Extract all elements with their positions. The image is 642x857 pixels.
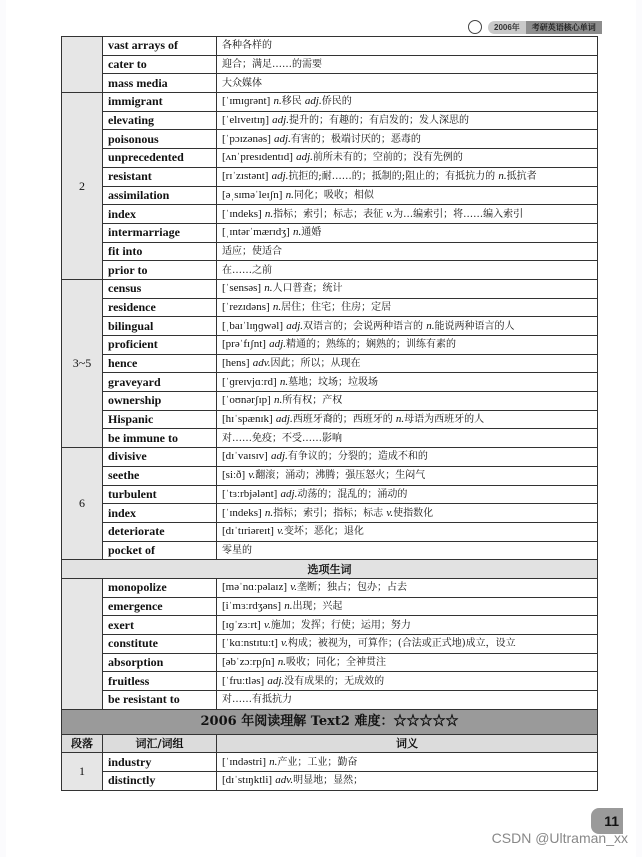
- vocab-definition: [217, 279, 598, 298]
- meaning-text: 构成；被视为，可算作；(合法或正式地)成立，设立: [287, 638, 516, 650]
- column-header-meaning: 词义: [217, 734, 598, 753]
- meaning-text: 抵抗者: [506, 171, 537, 183]
- part-of-speech: adj.: [274, 132, 291, 145]
- table-row: [62, 111, 598, 130]
- phonetic: [ˈrezɪdəns]: [222, 300, 270, 313]
- phonetic: [hens]: [222, 357, 250, 370]
- table-row: [62, 504, 598, 523]
- part-of-speech: adj.: [280, 487, 298, 500]
- phonetic: [siːð]: [222, 469, 246, 482]
- table-row: [62, 597, 598, 616]
- text-title-row: [62, 709, 598, 734]
- part-of-speech: n.: [277, 656, 286, 669]
- vocab-definition: [217, 578, 598, 597]
- phonetic: [hɪˈspænɪk]: [222, 413, 273, 426]
- table-row: [62, 522, 598, 541]
- meaning-text: 抗拒的;耐……的；抵制的;阻止的；有抵抗力的: [288, 171, 499, 183]
- phonetic: [ˌɪntərˈmærɪdʒ]: [222, 226, 290, 239]
- phonetic: [əbˈzɔːrpʃn]: [222, 656, 275, 669]
- vocab-word: cater to: [103, 55, 217, 74]
- phonetic: [ˈelɪveɪtɪŋ]: [222, 114, 269, 127]
- phonetic: [ˈfruːtləs]: [222, 674, 265, 687]
- part-of-speech: v.: [264, 618, 271, 631]
- table-row: [62, 429, 598, 448]
- table-row: [62, 130, 598, 149]
- table-row: [62, 149, 598, 168]
- vocab-definition: [217, 772, 598, 791]
- phonetic: [ˈɪndeks]: [222, 207, 262, 220]
- table-row: [62, 653, 598, 672]
- meaning-text: 翻滚；涌动；沸腾；强压怒火；生闷气: [255, 470, 426, 482]
- table-row: [62, 223, 598, 242]
- part-of-speech: n.: [285, 188, 294, 201]
- vocab-word: absorption: [103, 653, 217, 672]
- running-head: [468, 20, 602, 34]
- part-of-speech: v.: [290, 581, 298, 594]
- part-of-speech: n.: [264, 207, 274, 220]
- meaning-text: 使指数化: [393, 507, 434, 519]
- vocab-definition: [217, 392, 598, 411]
- vocab-word: graveyard: [103, 373, 217, 392]
- meaning-text: 能说两种语言的人: [434, 320, 515, 332]
- column-header-para: 段落: [62, 734, 103, 753]
- part-of-speech: n.: [284, 599, 293, 612]
- vocab-definition: [217, 485, 598, 504]
- paragraph-number: 2: [62, 93, 103, 280]
- section-title: 选项生词: [62, 560, 598, 579]
- vocab-word: resistant: [103, 167, 217, 186]
- meaning-text: 出现；兴起: [292, 600, 343, 612]
- vocab-word: be immune to: [103, 429, 217, 448]
- page-number: 11: [591, 808, 623, 834]
- vocab-definition: [217, 448, 598, 467]
- table-row: [62, 392, 598, 411]
- book-logo-icon: [468, 20, 482, 34]
- meaning-text: 因此；所以；从现在: [270, 358, 361, 370]
- table-row: [62, 772, 598, 791]
- vocab-word: immigrant: [103, 93, 217, 112]
- meaning-text: 移民: [281, 96, 305, 108]
- vocab-word: fit into: [103, 242, 217, 261]
- meaning-text: 产业；工业；勤奋: [277, 756, 358, 768]
- meaning-text: 垄断；独占；包办；占去: [297, 582, 408, 594]
- table-row: [62, 37, 598, 56]
- meaning-text: 对……有抵抗力: [222, 694, 292, 706]
- meaning-text: 提升的；有趣的；有启发的；发人深思的: [288, 115, 469, 127]
- vocab-definition: [217, 753, 598, 772]
- phonetic: [ˈɡreɪvjɑːrd]: [222, 375, 277, 388]
- vocab-word: vast arrays of: [103, 37, 217, 56]
- section-header-row: [62, 560, 598, 579]
- vocab-definition: [217, 635, 598, 654]
- table-row: [62, 55, 598, 74]
- table-row: [62, 167, 598, 186]
- vocab-word: constitute: [103, 635, 217, 654]
- meaning-text: 居住；住宅；住房；定居: [281, 301, 392, 313]
- part-of-speech: adj.: [271, 170, 289, 183]
- vocab-word: elevating: [103, 111, 217, 130]
- running-head-year: 2006年: [488, 21, 526, 34]
- part-of-speech: n.: [264, 282, 273, 295]
- meaning-text: 施加；发挥；行使；运用；努力: [270, 619, 411, 631]
- meaning-text: 迎合；满足……的需要: [222, 59, 322, 71]
- part-of-speech: n.: [426, 319, 435, 332]
- part-of-speech: adv.: [252, 357, 271, 370]
- phonetic: [rɪˈzɪstənt]: [222, 170, 269, 183]
- meaning-text: 各种各样的: [222, 40, 272, 52]
- vocab-definition: [217, 466, 598, 485]
- vocab-word: poisonous: [103, 130, 217, 149]
- vocab-definition: [217, 55, 598, 74]
- meaning-text: 没有成果的；无成效的: [284, 675, 385, 687]
- part-of-speech: adv.: [275, 774, 294, 787]
- phonetic: [dɪˈvaɪsɪv]: [222, 450, 268, 463]
- table-row: [62, 242, 598, 261]
- part-of-speech: adj.: [304, 95, 322, 108]
- vocab-word: seethe: [103, 466, 217, 485]
- table-row: [62, 635, 598, 654]
- part-of-speech: adj.: [296, 151, 313, 164]
- part-of-speech: n.: [498, 170, 507, 183]
- vocab-definition: [217, 373, 598, 392]
- vocab-word: turbulent: [103, 485, 217, 504]
- phonetic: [ˌbaɪˈlɪŋɡwəl]: [222, 319, 284, 332]
- vocab-word: ownership: [103, 392, 217, 411]
- vocab-definition: [217, 616, 598, 635]
- part-of-speech: adj.: [267, 674, 285, 687]
- vocab-definition: [217, 261, 598, 280]
- document-page: [6, 0, 636, 857]
- meaning-text: 有害的；极端讨厌的；恶毒的: [290, 133, 421, 145]
- vocab-definition: [217, 298, 598, 317]
- part-of-speech: n.: [264, 506, 274, 519]
- table-row: [62, 354, 598, 373]
- meaning-text: 精通的；熟练的；娴熟的；训练有素的: [285, 339, 456, 351]
- meaning-text: 人口普查；统计: [272, 283, 343, 295]
- table-row: [62, 279, 598, 298]
- table-row: [62, 616, 598, 635]
- phonetic: [ʌnˈpresɪdentɪd]: [222, 151, 293, 164]
- meaning-text: 前所未有的；空前的；没有先例的: [312, 152, 463, 164]
- phonetic: [iˈmɜːrdʒəns]: [222, 599, 281, 612]
- vocab-word: divisive: [103, 448, 217, 467]
- vocab-definition: [217, 691, 598, 710]
- vocab-definition: [217, 522, 598, 541]
- vocab-word: Hispanic: [103, 410, 217, 429]
- part-of-speech: v.: [277, 525, 284, 538]
- table-row: [62, 691, 598, 710]
- vocab-word: census: [103, 279, 217, 298]
- vocab-word: mass media: [103, 74, 217, 93]
- meaning-text: 为…编索引；将……编入索引: [393, 208, 524, 220]
- vocab-word: proficient: [103, 336, 217, 355]
- vocab-definition: [217, 37, 598, 56]
- table-row: [62, 93, 598, 112]
- vocab-word: index: [103, 205, 217, 224]
- text-title: 2006 年阅读理解 Text2 难度：☆☆☆☆☆: [62, 709, 598, 734]
- vocab-word: bilingual: [103, 317, 217, 336]
- vocab-word: residence: [103, 298, 217, 317]
- vocab-definition: [217, 167, 598, 186]
- vocab-definition: [217, 242, 598, 261]
- meaning-text: 零星的: [222, 544, 252, 556]
- vocab-word: distinctly: [103, 772, 217, 791]
- phonetic: [ˈpɔɪzənəs]: [222, 132, 271, 145]
- vocab-word: fruitless: [103, 672, 217, 691]
- table-row: [62, 373, 598, 392]
- part-of-speech: n.: [273, 394, 283, 407]
- vocab-word: index: [103, 504, 217, 523]
- paragraph-number: 1: [62, 753, 103, 790]
- phonetic: [ˈkɑːnstɪtuːt]: [222, 637, 278, 650]
- meaning-text: 同化；吸收；相似: [293, 189, 374, 201]
- part-of-speech: v.: [281, 637, 288, 650]
- vocab-word: industry: [103, 753, 217, 772]
- running-head-title: 考研英语核心单词: [526, 21, 602, 34]
- meaning-text: 所有权；产权: [282, 395, 343, 407]
- vocab-word: unprecedented: [103, 149, 217, 168]
- meaning-text: 侨民的: [321, 96, 352, 108]
- meaning-text: 有争议的；分裂的；造成不和的: [287, 451, 428, 463]
- paragraph-number: [62, 578, 103, 709]
- table-row: [62, 336, 598, 355]
- vocab-definition: [217, 541, 598, 560]
- part-of-speech: n.: [272, 300, 282, 313]
- vocabulary-table: [61, 36, 598, 791]
- part-of-speech: v.: [386, 506, 394, 519]
- table-row: [62, 485, 598, 504]
- vocab-definition: [217, 410, 598, 429]
- table-row: [62, 298, 598, 317]
- vocab-definition: [217, 205, 598, 224]
- meaning-text: 变坏；恶化；退化: [283, 526, 364, 538]
- vocab-definition: [217, 186, 598, 205]
- table-row: [62, 448, 598, 467]
- part-of-speech: n.: [279, 375, 289, 388]
- meaning-text: 双语言的；会说两种语言的: [303, 320, 427, 332]
- vocab-word: assimilation: [103, 186, 217, 205]
- column-header-row: [62, 734, 598, 753]
- table-row: [62, 753, 598, 772]
- vocab-definition: [217, 130, 598, 149]
- vocab-definition: [217, 74, 598, 93]
- phonetic: [dɪˈstɪŋktli]: [222, 774, 273, 787]
- vocab-definition: [217, 504, 598, 523]
- table-row: [62, 317, 598, 336]
- meaning-text: 明显地；显然；: [293, 775, 364, 787]
- meaning-text: 墓地；坟场；垃圾场: [288, 376, 379, 388]
- phonetic: [ˈɪmɪɡrənt]: [222, 95, 271, 108]
- part-of-speech: n.: [395, 413, 405, 426]
- vocab-definition: [217, 149, 598, 168]
- phonetic: [ˈɪndəstri]: [222, 755, 266, 768]
- table-row: [62, 578, 598, 597]
- vocab-word: prior to: [103, 261, 217, 280]
- vocab-word: deteriorate: [103, 522, 217, 541]
- watermark: CSDN @Ultraman_xx: [491, 830, 628, 846]
- table-row: [62, 672, 598, 691]
- meaning-text: 西班牙裔的；西班牙的: [292, 414, 396, 426]
- meaning-text: 大众媒体: [222, 77, 262, 89]
- table-row: [62, 74, 598, 93]
- meaning-text: 母语为西班牙的人: [404, 414, 485, 426]
- vocab-definition: [217, 223, 598, 242]
- meaning-text: 对……免疫；不受……影响: [222, 432, 342, 444]
- vocab-definition: [217, 354, 598, 373]
- phonetic: [ˈtɜːrbjələnt]: [222, 487, 278, 500]
- phonetic: [ɪɡˈzɜːrt]: [222, 618, 261, 631]
- vocab-definition: [217, 336, 598, 355]
- vocab-definition: [217, 597, 598, 616]
- meaning-text: 吸收；同化；全神贯注: [285, 657, 386, 669]
- column-header-word: 词汇/词组: [103, 734, 217, 753]
- table-row: [62, 541, 598, 560]
- vocab-word: pocket of: [103, 541, 217, 560]
- meaning-text: 在……之前: [222, 264, 272, 276]
- paragraph-number: 6: [62, 448, 103, 560]
- meaning-text: 通婚: [301, 227, 322, 239]
- table-row: [62, 410, 598, 429]
- vocab-word: be resistant to: [103, 691, 217, 710]
- table-row: [62, 261, 598, 280]
- part-of-speech: v.: [248, 469, 256, 482]
- phonetic: [ˈsensəs]: [222, 282, 262, 295]
- vocab-word: monopolize: [103, 578, 217, 597]
- vocab-word: hence: [103, 354, 217, 373]
- vocab-definition: [217, 672, 598, 691]
- meaning-text: 动荡的；混乱的；涌动的: [297, 488, 408, 500]
- part-of-speech: adj.: [275, 413, 293, 426]
- phonetic: [məˈnɑːpəlaɪz]: [222, 581, 287, 594]
- table-row: [62, 205, 598, 224]
- phonetic: [prəˈfɪʃnt]: [222, 338, 266, 351]
- part-of-speech: adj.: [272, 114, 289, 127]
- phonetic: [dɪˈtɪriəreɪt]: [222, 525, 274, 538]
- part-of-speech: n.: [273, 95, 282, 108]
- part-of-speech: n.: [269, 755, 278, 768]
- part-of-speech: adj.: [271, 450, 288, 463]
- vocab-word: intermarriage: [103, 223, 217, 242]
- meaning-text: 指标；索引；指标；标志: [273, 507, 387, 519]
- vocab-definition: [217, 429, 598, 448]
- part-of-speech: v.: [386, 207, 394, 220]
- table-row: [62, 466, 598, 485]
- paragraph-number: [62, 37, 103, 93]
- part-of-speech: n.: [293, 226, 302, 239]
- vocab-definition: [217, 93, 598, 112]
- paragraph-number: 3~5: [62, 279, 103, 447]
- meaning-text: 指标；索引；标志；表征: [273, 208, 387, 220]
- vocab-definition: [217, 653, 598, 672]
- vocab-definition: [217, 111, 598, 130]
- part-of-speech: adj.: [269, 338, 286, 351]
- vocab-definition: [217, 317, 598, 336]
- vocab-word: exert: [103, 616, 217, 635]
- meaning-text: 适应；使适合: [222, 245, 282, 257]
- vocab-word: emergence: [103, 597, 217, 616]
- phonetic: [ˈɪndeks]: [222, 506, 262, 519]
- phonetic: [ˈoʊnərʃɪp]: [222, 394, 271, 407]
- phonetic: [əˌsɪməˈleɪʃn]: [222, 188, 283, 201]
- table-row: [62, 186, 598, 205]
- part-of-speech: adj.: [286, 319, 304, 332]
